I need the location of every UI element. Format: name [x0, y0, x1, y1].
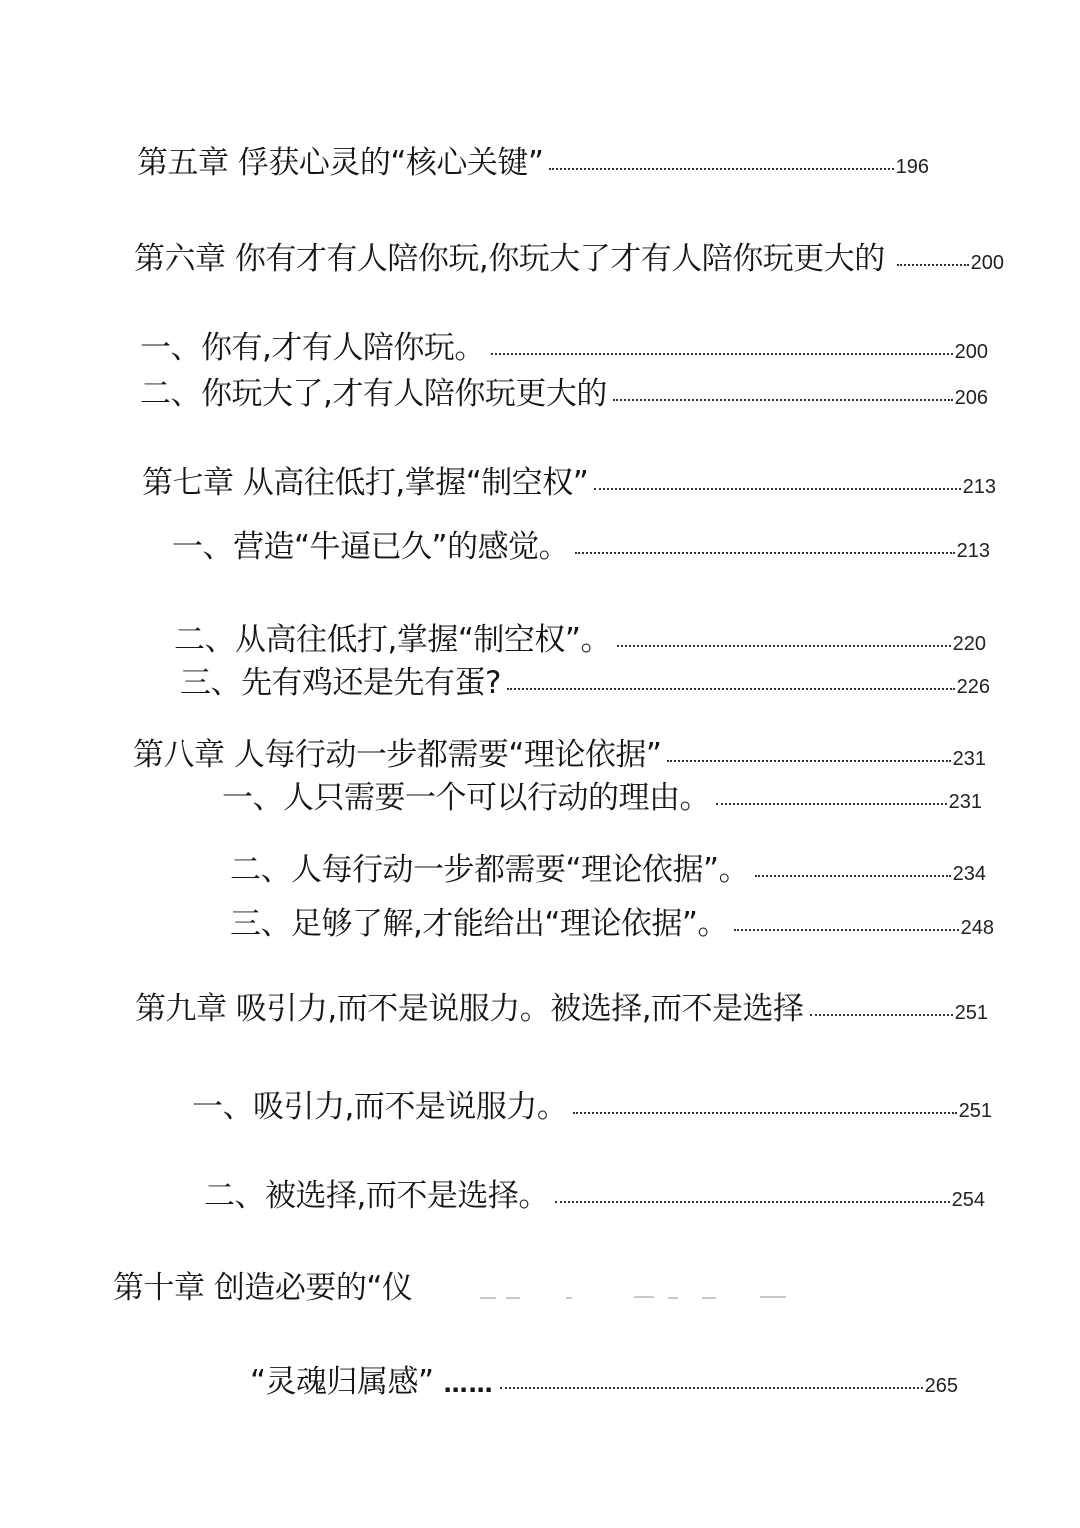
toc-page-number: 213: [956, 540, 990, 562]
toc-entry-title: 二、人每行动一步都需要“理论依据”。: [230, 852, 750, 888]
toc-page-number: 226: [956, 676, 990, 698]
dot-leader: [613, 399, 953, 401]
toc-entry-title: “灵魂归属感”: [250, 1364, 434, 1400]
dot-leader: [734, 929, 959, 931]
dot-leader: [810, 1014, 953, 1016]
toc-page-number: 231: [948, 791, 982, 813]
dot-leader: [575, 552, 955, 554]
toc-page-number: 234: [952, 863, 986, 885]
toc-page-number: 231: [952, 748, 986, 770]
toc-section: [174, 614, 986, 659]
toc-section: [140, 322, 988, 367]
toc-entry-title: 第九章 吸引力,而不是说服力。被选择,而不是选择: [135, 991, 804, 1027]
toc-section: [230, 898, 994, 943]
dot-leader: [507, 688, 955, 690]
dot-leader: [573, 1112, 956, 1114]
toc-entry-title: 第六章 你有才有人陪你玩,你玩大了才有人陪你玩更大的: [134, 241, 885, 277]
dot-leader: [755, 875, 951, 877]
dot-leader: [555, 1201, 950, 1203]
toc-section: [204, 1170, 985, 1215]
toc-chapter-10: [113, 1262, 513, 1307]
toc-page-number: 206: [954, 387, 988, 409]
toc-entry-title: 第八章 人每行动一步都需要“理论依据”: [133, 737, 662, 773]
toc-section: [140, 368, 988, 413]
dot-leader: [716, 803, 947, 805]
toc-chapter-6: [134, 233, 1004, 278]
toc-entry-title: 三、先有鸡还是先有蛋?: [180, 665, 501, 701]
dot-leader: [667, 760, 950, 762]
scan-artifact: [760, 1296, 786, 1298]
toc-chapter-8: [133, 729, 986, 774]
dot-leader: [491, 353, 953, 355]
toc-page-number: 251: [958, 1100, 992, 1122]
toc-section: [180, 657, 990, 702]
dot-leader: [594, 488, 960, 490]
dot-leader: [549, 168, 893, 170]
scan-artifact: [634, 1296, 654, 1298]
toc-entry-title: 一、你有,才有人陪你玩。: [140, 330, 485, 366]
toc-page-number: 248: [960, 917, 994, 939]
toc-page-number: 213: [962, 476, 996, 498]
toc-page-number: 196: [895, 156, 929, 178]
toc-page-number: 254: [951, 1189, 985, 1211]
toc-chapter-9: [135, 983, 988, 1028]
scan-artifact: [480, 1297, 496, 1299]
toc-page-number: 265: [924, 1375, 958, 1397]
scan-artifact: [566, 1297, 572, 1299]
scan-artifact: [668, 1297, 678, 1299]
toc-section: [230, 844, 986, 889]
toc-section: [172, 521, 990, 566]
toc-entry-title: 三、足够了解,才能给出“理论依据”。: [230, 906, 728, 942]
toc-page-number: 200: [970, 252, 1004, 274]
scan-artifact: [702, 1297, 716, 1299]
toc-entry-title: 第七章 从高往低打,掌握“制空权”: [142, 465, 589, 501]
toc-ellipsis: ……: [443, 1370, 494, 1398]
toc-section: [192, 1081, 992, 1126]
toc-entry-title: 二、从高往低打,掌握“制空权”。: [174, 622, 611, 658]
dot-leader: [897, 264, 969, 266]
toc-entry-title: 一、吸引力,而不是说服力。: [192, 1089, 568, 1125]
scan-artifact: [506, 1297, 520, 1299]
toc-section: [222, 772, 982, 817]
dot-leader: [500, 1387, 923, 1389]
toc-entry-title: 二、被选择,而不是选择。: [204, 1178, 549, 1214]
toc-page-number: 200: [954, 341, 988, 363]
toc-entry-title: 二、你玩大了,才有人陪你玩更大的: [140, 376, 607, 412]
toc-entry-title: 一、营造“牛逼已久”的感觉。: [172, 529, 570, 565]
toc-entry-title: 第十章 创造必要的“仪: [113, 1270, 413, 1306]
toc-chapter-10-continued: [250, 1356, 958, 1401]
toc-page-number: 220: [952, 633, 986, 655]
toc-chapter-7: [142, 457, 996, 502]
dot-leader: [617, 645, 951, 647]
toc-entry-title: 第五章 俘获心灵的“核心关键”: [137, 145, 544, 181]
toc-entry-title: 一、人只需要一个可以行动的理由。: [222, 780, 710, 816]
toc-page-number: 251: [954, 1002, 988, 1024]
toc-chapter-5: [137, 137, 929, 182]
